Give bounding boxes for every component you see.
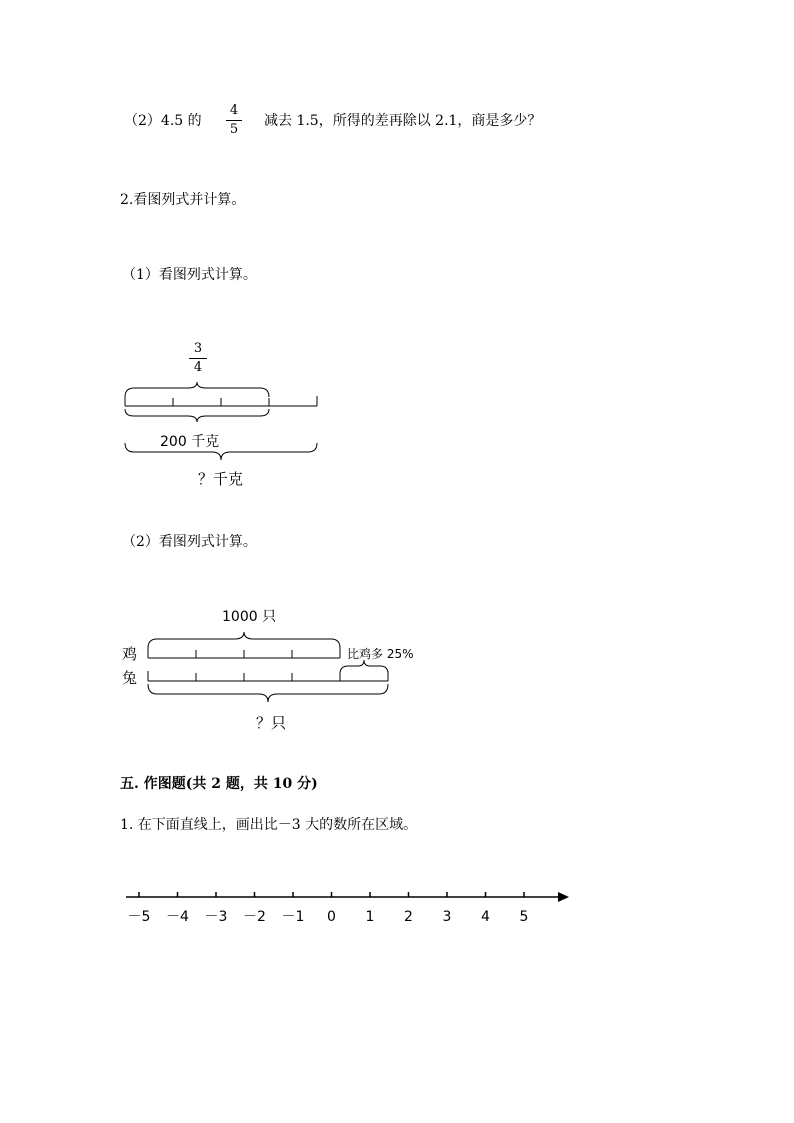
label-unknown-count: ？只 — [256, 714, 287, 732]
label-unknown-kg: ？千克 — [198, 470, 244, 488]
sub-question-1-title: （1）看图列式计算。 — [122, 267, 257, 283]
fraction-denominator: 5 — [229, 122, 239, 137]
number-line-label: －4 — [166, 909, 189, 925]
label-rabbit: 兔 — [122, 669, 138, 687]
section-5-title: 五. 作图题(共 2 题，共 10 分) — [120, 776, 318, 792]
sub-question-2-title: （2）看图列式计算。 — [122, 534, 257, 550]
label-200-kg: 200 千克 — [160, 434, 220, 450]
question-2-prefix: （2）4.5 的 — [124, 113, 202, 129]
number-line-label: －2 — [243, 909, 266, 925]
number-line-label: －5 — [127, 909, 151, 925]
label-1000: 1000 只 — [222, 609, 277, 625]
section-2-title: 2.看图列式并计算。 — [120, 192, 246, 208]
section-5-question-1: 1. 在下面直线上，画出比－3 大的数所在区域。 — [120, 817, 418, 833]
number-line-label: 3 — [442, 909, 452, 925]
number-line-label: 1 — [365, 909, 375, 925]
fraction-denominator: 4 — [193, 360, 203, 375]
number-line-label: 4 — [481, 909, 490, 925]
number-line-label: －3 — [204, 909, 228, 925]
number-line-label: 5 — [519, 909, 529, 925]
fraction-numerator: 3 — [193, 341, 203, 356]
number-line-label: 2 — [404, 909, 413, 925]
label-chicken: 鸡 — [122, 645, 138, 663]
question-2-suffix: 减去 1.5，所得的差再除以 2.1，商是多少？ — [264, 113, 542, 129]
number-line-label: －1 — [281, 909, 305, 925]
number-line-arrow — [558, 892, 569, 902]
fraction-numerator: 4 — [229, 103, 239, 118]
label-more-25-percent: 比鸡多 25% — [347, 647, 414, 661]
number-line-label: 0 — [327, 909, 336, 925]
